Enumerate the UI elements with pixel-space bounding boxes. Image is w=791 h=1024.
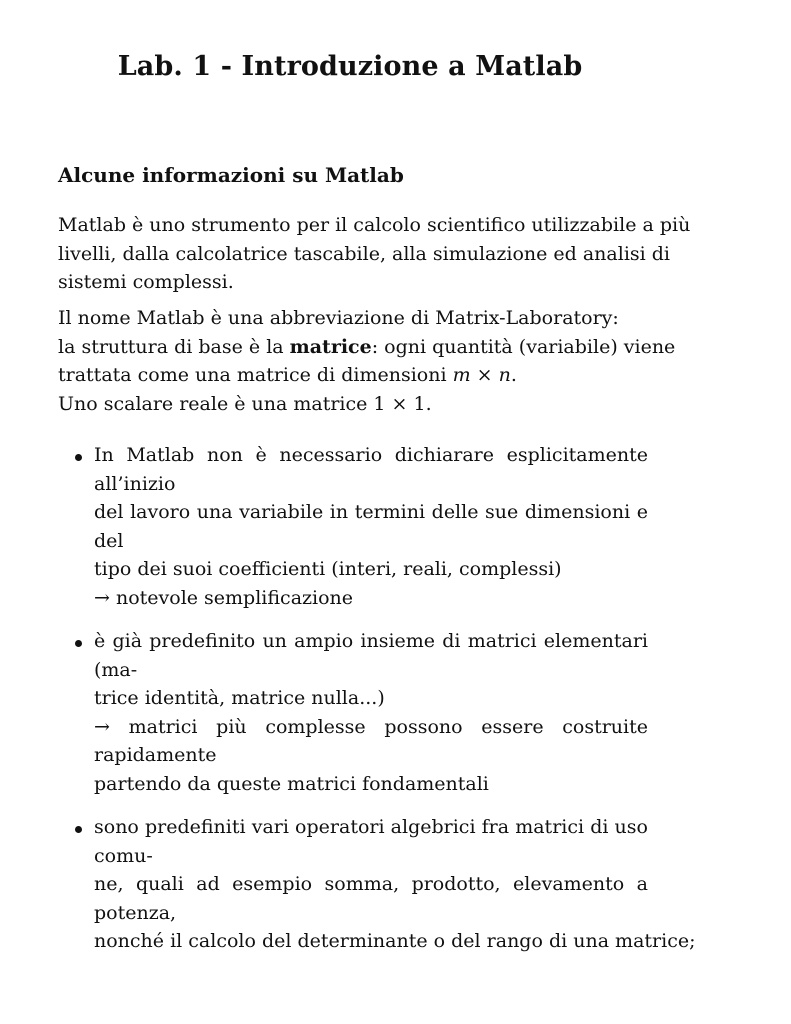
paragraph-intro (58, 211, 691, 297)
bullet-item (58, 813, 696, 956)
paragraph-line: sistemi complessi. (58, 271, 234, 293)
section-heading: Alcune informazioni su Matlab (58, 163, 404, 187)
paragraph-line: Matlab è uno strumento per il calcolo scientifico utilizzabile a più (58, 214, 691, 236)
paragraph-line (58, 361, 643, 390)
bullet-item (58, 627, 648, 798)
bullet-line: è già predefinito un ampio insieme di matrici elementari (ma- (94, 630, 648, 681)
bullet-line: → matrici più complesse possono essere costruite rapidamente (94, 715, 648, 766)
bullet-line: del lavoro una variabile in termini delle sue dimensioni e del (94, 501, 648, 552)
bullet-line: ne, quali ad esempio somma, prodotto, elevamento a potenza, (94, 873, 648, 924)
paragraph-line (58, 333, 676, 362)
bullet-marker (75, 640, 82, 647)
paragraph-line: Il nome Matlab è una abbreviazione di Matrix-Laboratory: (58, 307, 619, 329)
bullet-line: tipo dei suoi coefficienti (interi, reali, complessi) (94, 558, 562, 580)
bullet-line: → notevole semplificazione (94, 586, 354, 609)
bullet-marker (75, 454, 82, 461)
bullet-item (58, 441, 648, 612)
paragraph-line: Uno scalare reale è una matrice 1 × 1. (58, 392, 432, 415)
bullet-line: nonché il calcolo del determinante o del rango di una matrice; (94, 930, 696, 952)
text-run: : ogni quantità (variabile) viene (371, 335, 676, 358)
bullet-list (58, 441, 696, 971)
paragraph-line: livelli, dalla calcolatrice tascabile, alla simulazione ed analisi di (58, 242, 670, 265)
bullet-line: partendo da queste matrici fondamentali (94, 772, 489, 795)
bullet-line: trice identità, matrice nulla...) (94, 687, 385, 709)
paragraph-name (58, 304, 676, 418)
text-run: . (510, 364, 517, 386)
math-expression: m × n (452, 364, 511, 386)
text-run: la struttura di base è la (58, 335, 290, 358)
text-run: trattata come una matrice di dimensioni (58, 364, 453, 386)
bullet-line: sono predefiniti vari operatori algebrici fra matrici di uso comu- (94, 816, 648, 867)
bold-term: matrice (289, 335, 372, 358)
bullet-line: In Matlab non è necessario dichiarare esplicitamente all’inizio (94, 444, 648, 495)
bullet-marker (75, 826, 82, 833)
page-title: Lab. 1 - Introduzione a Matlab (117, 51, 583, 82)
